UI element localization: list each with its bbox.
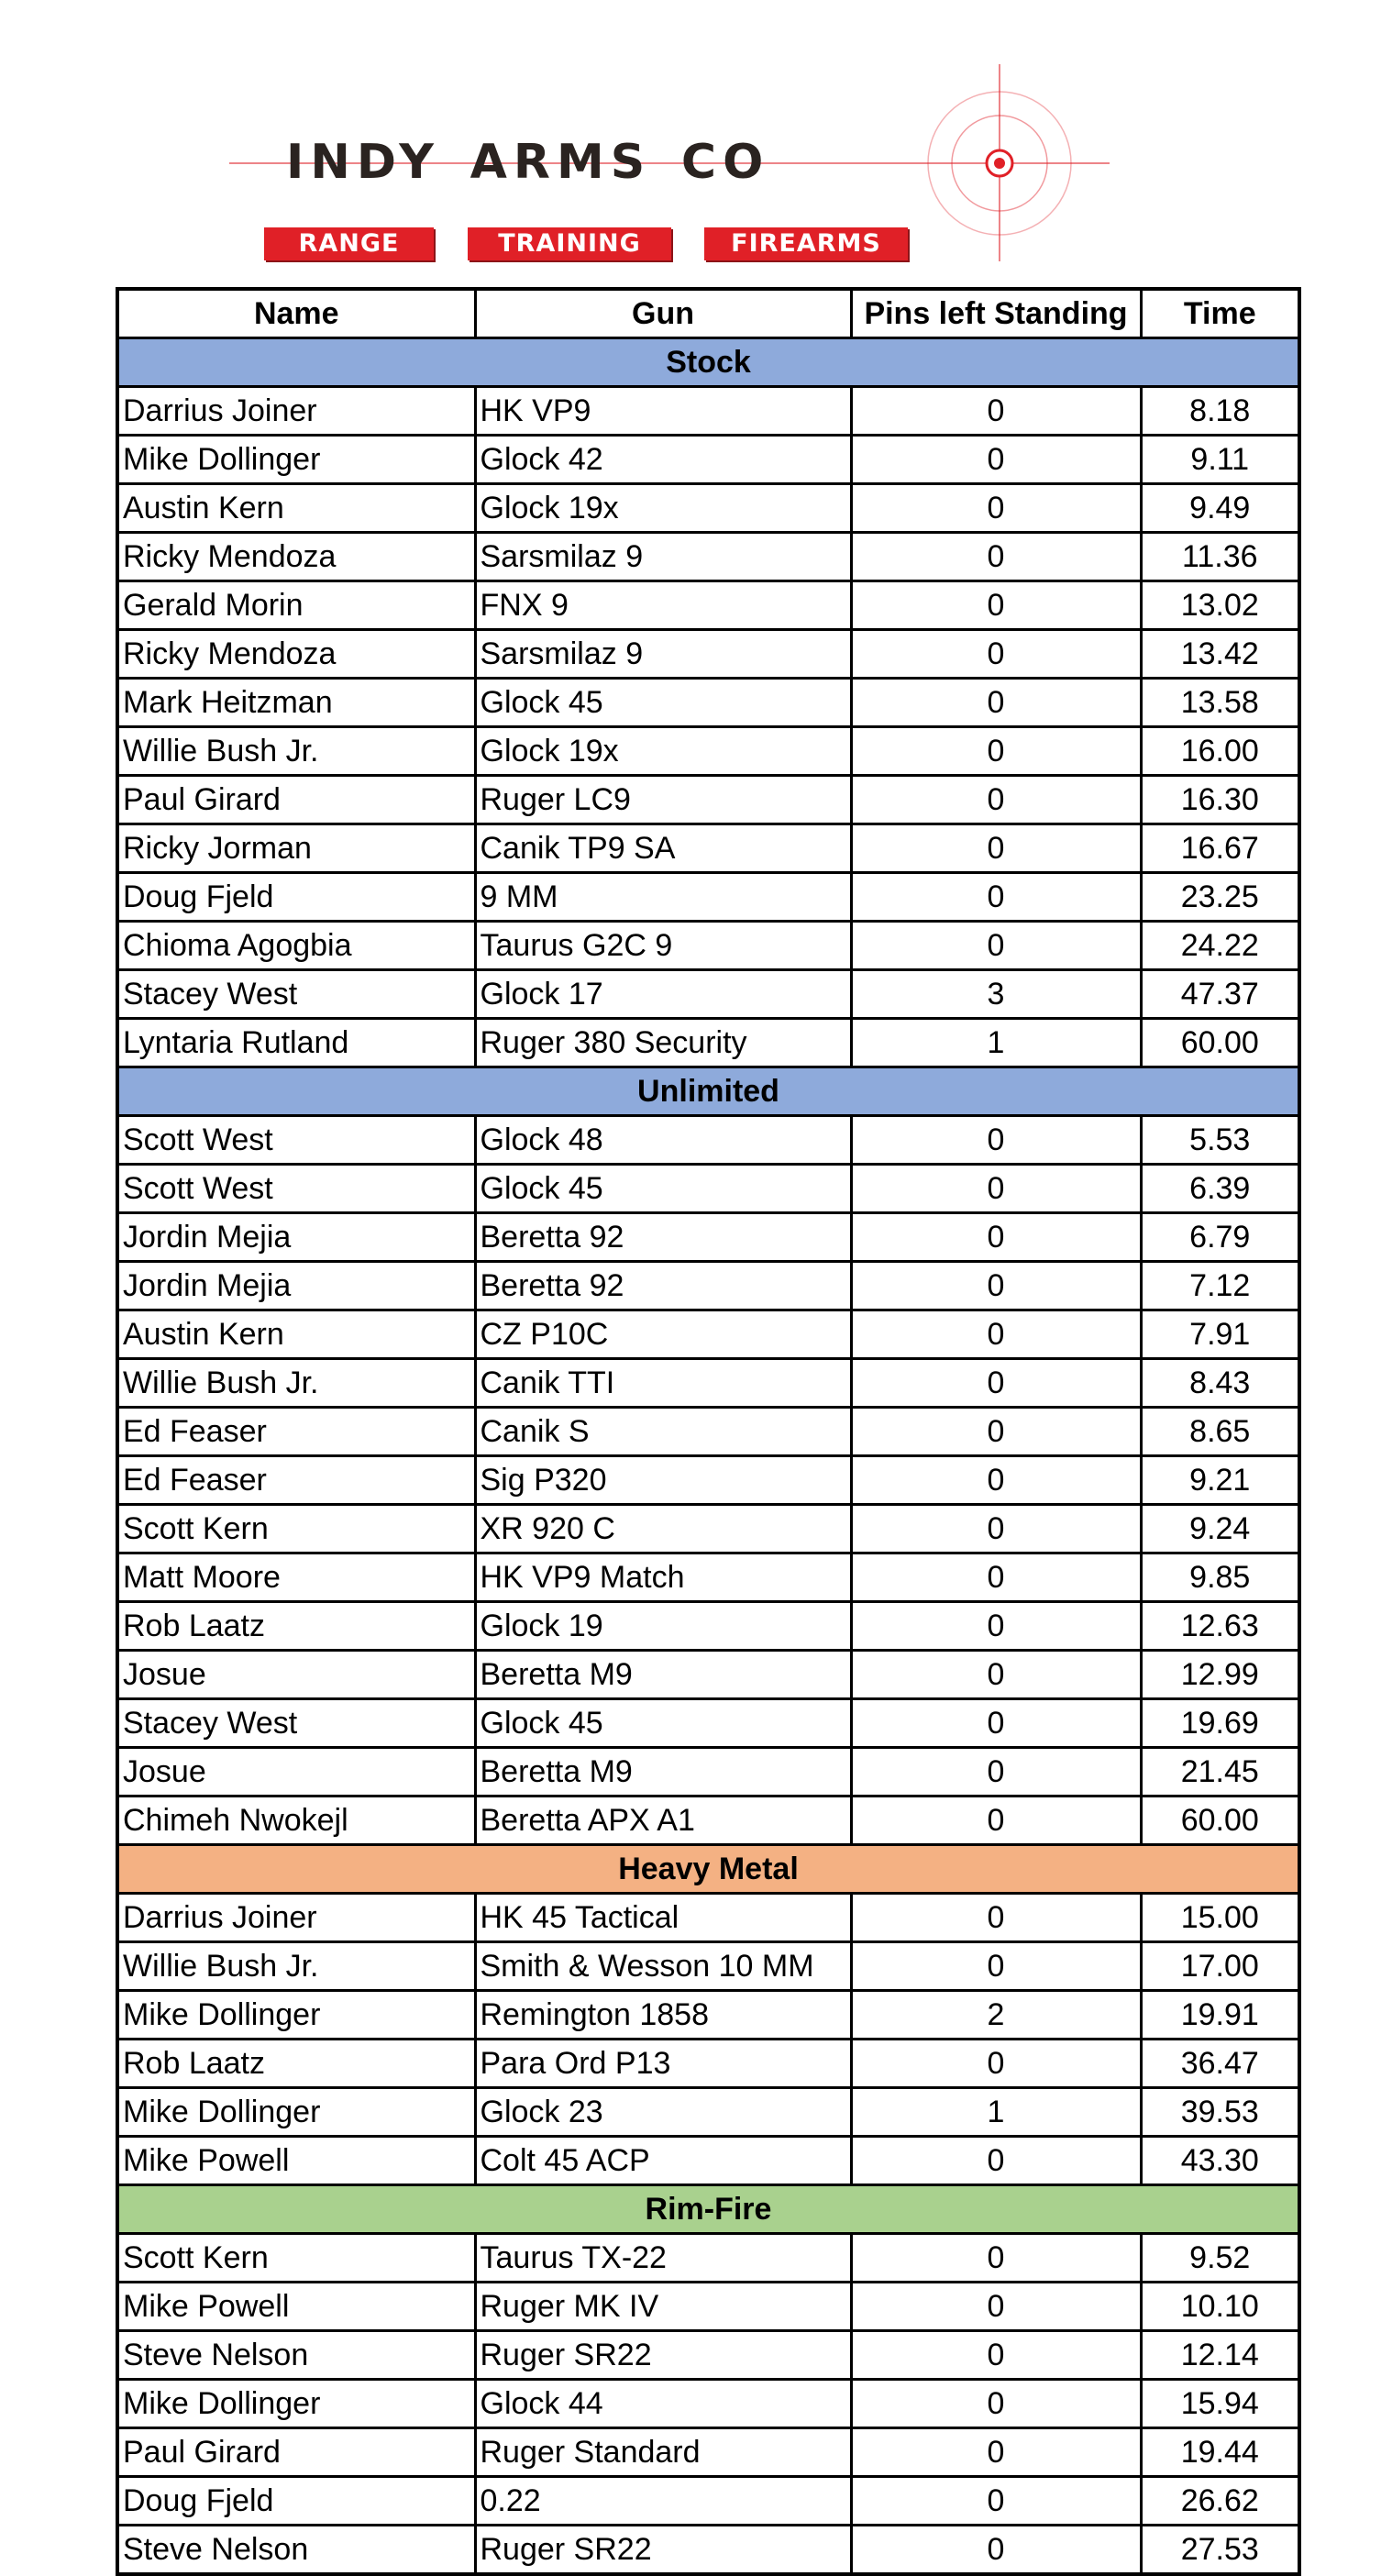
table-row xyxy=(117,2234,1299,2283)
gun-cell: Glock 44 xyxy=(475,2380,851,2428)
time-cell: 60.00 xyxy=(1141,1019,1299,1067)
pins-cell: 0 xyxy=(851,1505,1141,1553)
table-row xyxy=(117,1894,1299,1942)
gun-cell: Glock 42 xyxy=(475,436,851,484)
name-cell: Scott West xyxy=(117,1165,475,1213)
table-row xyxy=(117,436,1299,484)
gun-cell: Beretta APX A1 xyxy=(475,1797,851,1845)
name-cell: Willie Bush Jr. xyxy=(117,1942,475,1991)
pins-cell: 0 xyxy=(851,1553,1141,1602)
name-cell: Steve Nelson xyxy=(117,2331,475,2380)
time-cell: 43.30 xyxy=(1141,2137,1299,2185)
name-cell: Willie Bush Jr. xyxy=(117,727,475,776)
time-cell: 9.21 xyxy=(1141,1456,1299,1505)
time-cell: 5.53 xyxy=(1141,1116,1299,1165)
table-row xyxy=(117,727,1299,776)
section-title: Rim-Fire xyxy=(117,2185,1299,2234)
time-cell: 39.53 xyxy=(1141,2088,1299,2137)
column-header-gun: Gun xyxy=(475,289,851,338)
section-title: Unlimited xyxy=(117,1067,1299,1116)
name-cell: Mike Dollinger xyxy=(117,1991,475,2040)
name-cell: Chioma Agogbia xyxy=(117,922,475,970)
logo-tag-range: RANGE xyxy=(264,227,434,260)
time-cell: 15.00 xyxy=(1141,1894,1299,1942)
pins-cell: 0 xyxy=(851,484,1141,533)
pins-cell: 0 xyxy=(851,922,1141,970)
name-cell: Darrius Joiner xyxy=(117,1894,475,1942)
gun-cell: Canik TTI xyxy=(475,1359,851,1408)
pins-cell: 0 xyxy=(851,2283,1141,2331)
pins-cell: 1 xyxy=(851,1019,1141,1067)
time-cell: 8.18 xyxy=(1141,387,1299,436)
time-cell: 13.02 xyxy=(1141,581,1299,630)
gun-cell: Ruger SR22 xyxy=(475,2526,851,2575)
table-row xyxy=(117,922,1299,970)
name-cell: Mark Heitzman xyxy=(117,679,475,727)
pins-cell: 0 xyxy=(851,2137,1141,2185)
pins-cell: 0 xyxy=(851,1310,1141,1359)
name-cell: Paul Girard xyxy=(117,2428,475,2477)
gun-cell: Canik TP9 SA xyxy=(475,824,851,873)
table-header-row xyxy=(117,289,1299,338)
gun-cell: Canik S xyxy=(475,1408,851,1456)
gun-cell: Smith & Wesson 10 MM xyxy=(475,1942,851,1991)
pins-cell: 0 xyxy=(851,533,1141,581)
table-row xyxy=(117,824,1299,873)
table-row xyxy=(117,581,1299,630)
name-cell: Austin Kern xyxy=(117,1310,475,1359)
gun-cell: Taurus G2C 9 xyxy=(475,922,851,970)
table-row xyxy=(117,2040,1299,2088)
gun-cell: Glock 48 xyxy=(475,1116,851,1165)
time-cell: 8.65 xyxy=(1141,1408,1299,1456)
pins-cell: 0 xyxy=(851,1456,1141,1505)
gun-cell: Glock 19x xyxy=(475,727,851,776)
pins-cell: 0 xyxy=(851,1942,1141,1991)
section-title: Stock xyxy=(117,338,1299,387)
column-header-pins: Pins left Standing xyxy=(851,289,1141,338)
pins-cell: 0 xyxy=(851,581,1141,630)
time-cell: 16.30 xyxy=(1141,776,1299,824)
pins-cell: 0 xyxy=(851,1262,1141,1310)
logo-tag-training: TRAINING xyxy=(468,227,671,260)
section-header-row xyxy=(117,1845,1299,1894)
pins-cell: 0 xyxy=(851,2477,1141,2526)
time-cell: 26.62 xyxy=(1141,2477,1299,2526)
time-cell: 8.43 xyxy=(1141,1359,1299,1408)
table-row xyxy=(117,1602,1299,1651)
table-row xyxy=(117,1456,1299,1505)
results-table xyxy=(116,287,1301,2576)
name-cell: Mike Dollinger xyxy=(117,436,475,484)
name-cell: Rob Laatz xyxy=(117,1602,475,1651)
name-cell: Austin Kern xyxy=(117,484,475,533)
gun-cell: CZ P10C xyxy=(475,1310,851,1359)
time-cell: 24.22 xyxy=(1141,922,1299,970)
time-cell: 27.53 xyxy=(1141,2526,1299,2575)
table-row xyxy=(117,970,1299,1019)
pins-cell: 0 xyxy=(851,873,1141,922)
pins-cell: 1 xyxy=(851,2088,1141,2137)
time-cell: 9.11 xyxy=(1141,436,1299,484)
time-cell: 16.67 xyxy=(1141,824,1299,873)
name-cell: Ricky Jorman xyxy=(117,824,475,873)
name-cell: Chimeh Nwokejl xyxy=(117,1797,475,1845)
time-cell: 60.00 xyxy=(1141,1797,1299,1845)
pins-cell: 0 xyxy=(851,776,1141,824)
pins-cell: 0 xyxy=(851,824,1141,873)
name-cell: Josue xyxy=(117,1651,475,1699)
name-cell: Doug Fjeld xyxy=(117,873,475,922)
table-row xyxy=(117,1019,1299,1067)
time-cell: 36.47 xyxy=(1141,2040,1299,2088)
name-cell: Josue xyxy=(117,1748,475,1797)
gun-cell: Remington 1858 xyxy=(475,1991,851,2040)
section-header-row xyxy=(117,338,1299,387)
column-header-name: Name xyxy=(117,289,475,338)
gun-cell: Colt 45 ACP xyxy=(475,2137,851,2185)
pins-cell: 0 xyxy=(851,1602,1141,1651)
name-cell: Lyntaria Rutland xyxy=(117,1019,475,1067)
table-row xyxy=(117,1310,1299,1359)
name-cell: Scott West xyxy=(117,1116,475,1165)
table-row xyxy=(117,2477,1299,2526)
pins-cell: 2 xyxy=(851,1991,1141,2040)
gun-cell: Glock 45 xyxy=(475,679,851,727)
table-row xyxy=(117,1408,1299,1456)
gun-cell: XR 920 C xyxy=(475,1505,851,1553)
gun-cell: Ruger MK IV xyxy=(475,2283,851,2331)
time-cell: 12.99 xyxy=(1141,1651,1299,1699)
pins-cell: 0 xyxy=(851,2040,1141,2088)
gun-cell: Glock 17 xyxy=(475,970,851,1019)
pins-cell: 0 xyxy=(851,1748,1141,1797)
table-row xyxy=(117,1942,1299,1991)
pins-cell: 0 xyxy=(851,727,1141,776)
gun-cell: Ruger LC9 xyxy=(475,776,851,824)
pins-cell: 0 xyxy=(851,1165,1141,1213)
time-cell: 13.42 xyxy=(1141,630,1299,679)
time-cell: 7.12 xyxy=(1141,1262,1299,1310)
time-cell: 6.39 xyxy=(1141,1165,1299,1213)
name-cell: Doug Fjeld xyxy=(117,2477,475,2526)
table-row xyxy=(117,387,1299,436)
table-row xyxy=(117,1116,1299,1165)
name-cell: Ed Feaser xyxy=(117,1408,475,1456)
gun-cell: Para Ord P13 xyxy=(475,2040,851,2088)
gun-cell: Taurus TX-22 xyxy=(475,2234,851,2283)
time-cell: 47.37 xyxy=(1141,970,1299,1019)
gun-cell: HK VP9 Match xyxy=(475,1553,851,1602)
pins-cell: 0 xyxy=(851,1213,1141,1262)
time-cell: 17.00 xyxy=(1141,1942,1299,1991)
table-row xyxy=(117,2088,1299,2137)
time-cell: 21.45 xyxy=(1141,1748,1299,1797)
table-row xyxy=(117,1699,1299,1748)
table-row xyxy=(117,1651,1299,1699)
section-header-row xyxy=(117,2185,1299,2234)
logo-wordmark: indy arms co xyxy=(286,116,770,194)
table-row xyxy=(117,776,1299,824)
table-row xyxy=(117,1991,1299,2040)
name-cell: Rob Laatz xyxy=(117,2040,475,2088)
time-cell: 9.49 xyxy=(1141,484,1299,533)
gun-cell: Sig P320 xyxy=(475,1456,851,1505)
pins-cell: 0 xyxy=(851,679,1141,727)
pins-cell: 3 xyxy=(851,970,1141,1019)
table-row xyxy=(117,1748,1299,1797)
pins-cell: 0 xyxy=(851,387,1141,436)
table-row xyxy=(117,1797,1299,1845)
table-row xyxy=(117,2428,1299,2477)
table-row xyxy=(117,2331,1299,2380)
table-row xyxy=(117,2283,1299,2331)
table-row xyxy=(117,2137,1299,2185)
name-cell: Scott Kern xyxy=(117,1505,475,1553)
pins-cell: 0 xyxy=(851,436,1141,484)
table-row xyxy=(117,2526,1299,2575)
time-cell: 10.10 xyxy=(1141,2283,1299,2331)
table-row xyxy=(117,1165,1299,1213)
pins-cell: 0 xyxy=(851,2428,1141,2477)
name-cell: Mike Dollinger xyxy=(117,2088,475,2137)
gun-cell: HK 45 Tactical xyxy=(475,1894,851,1942)
section-title: Heavy Metal xyxy=(117,1845,1299,1894)
table-row xyxy=(117,2380,1299,2428)
time-cell: 19.69 xyxy=(1141,1699,1299,1748)
time-cell: 19.44 xyxy=(1141,2428,1299,2477)
name-cell: Mike Dollinger xyxy=(117,2380,475,2428)
gun-cell: Beretta 92 xyxy=(475,1262,851,1310)
table-row xyxy=(117,1213,1299,1262)
time-cell: 9.24 xyxy=(1141,1505,1299,1553)
table-row xyxy=(117,484,1299,533)
name-cell: Steve Nelson xyxy=(117,2526,475,2575)
gun-cell: Glock 45 xyxy=(475,1699,851,1748)
name-cell: Scott Kern xyxy=(117,2234,475,2283)
gun-cell: Ruger Standard xyxy=(475,2428,851,2477)
table-row xyxy=(117,873,1299,922)
gun-cell: Glock 19x xyxy=(475,484,851,533)
gun-cell: Ruger SR22 xyxy=(475,2331,851,2380)
time-cell: 19.91 xyxy=(1141,1991,1299,2040)
table-row xyxy=(117,1359,1299,1408)
pins-cell: 0 xyxy=(851,1651,1141,1699)
pins-cell: 0 xyxy=(851,1894,1141,1942)
table-row xyxy=(117,1505,1299,1553)
column-header-time: Time xyxy=(1141,289,1299,338)
time-cell: 9.52 xyxy=(1141,2234,1299,2283)
gun-cell: Glock 23 xyxy=(475,2088,851,2137)
name-cell: Paul Girard xyxy=(117,776,475,824)
time-cell: 16.00 xyxy=(1141,727,1299,776)
name-cell: Willie Bush Jr. xyxy=(117,1359,475,1408)
gun-cell: Sarsmilaz 9 xyxy=(475,630,851,679)
name-cell: Gerald Morin xyxy=(117,581,475,630)
section-header-row xyxy=(117,1067,1299,1116)
pins-cell: 0 xyxy=(851,2526,1141,2575)
indy-arms-logo xyxy=(229,64,1119,275)
pins-cell: 0 xyxy=(851,630,1141,679)
pins-cell: 0 xyxy=(851,2380,1141,2428)
time-cell: 13.58 xyxy=(1141,679,1299,727)
gun-cell: Glock 19 xyxy=(475,1602,851,1651)
name-cell: Jordin Mejia xyxy=(117,1262,475,1310)
pins-cell: 0 xyxy=(851,1408,1141,1456)
gun-cell: 0.22 xyxy=(475,2477,851,2526)
name-cell: Stacey West xyxy=(117,1699,475,1748)
time-cell: 15.94 xyxy=(1141,2380,1299,2428)
pins-cell: 0 xyxy=(851,1359,1141,1408)
pins-cell: 0 xyxy=(851,2234,1141,2283)
time-cell: 12.63 xyxy=(1141,1602,1299,1651)
gun-cell: FNX 9 xyxy=(475,581,851,630)
gun-cell: Beretta M9 xyxy=(475,1748,851,1797)
logo-tag-firearms: FIREARMS xyxy=(704,227,908,260)
results-body xyxy=(117,338,1299,2575)
time-cell: 9.85 xyxy=(1141,1553,1299,1602)
time-cell: 23.25 xyxy=(1141,873,1299,922)
gun-cell: HK VP9 xyxy=(475,387,851,436)
table-row xyxy=(117,1262,1299,1310)
gun-cell: Beretta M9 xyxy=(475,1651,851,1699)
gun-cell: 9 MM xyxy=(475,873,851,922)
gun-cell: Beretta 92 xyxy=(475,1213,851,1262)
name-cell: Ed Feaser xyxy=(117,1456,475,1505)
pins-cell: 0 xyxy=(851,2331,1141,2380)
name-cell: Stacey West xyxy=(117,970,475,1019)
name-cell: Jordin Mejia xyxy=(117,1213,475,1262)
name-cell: Mike Powell xyxy=(117,2137,475,2185)
gun-cell: Ruger 380 Security xyxy=(475,1019,851,1067)
time-cell: 7.91 xyxy=(1141,1310,1299,1359)
pins-cell: 0 xyxy=(851,1116,1141,1165)
time-cell: 6.79 xyxy=(1141,1213,1299,1262)
time-cell: 12.14 xyxy=(1141,2331,1299,2380)
gun-cell: Sarsmilaz 9 xyxy=(475,533,851,581)
pins-cell: 0 xyxy=(851,1699,1141,1748)
time-cell: 11.36 xyxy=(1141,533,1299,581)
name-cell: Ricky Mendoza xyxy=(117,533,475,581)
table-row xyxy=(117,679,1299,727)
name-cell: Mike Powell xyxy=(117,2283,475,2331)
gun-cell: Glock 45 xyxy=(475,1165,851,1213)
name-cell: Darrius Joiner xyxy=(117,387,475,436)
table-row xyxy=(117,533,1299,581)
table-row xyxy=(117,630,1299,679)
pins-cell: 0 xyxy=(851,1797,1141,1845)
name-cell: Matt Moore xyxy=(117,1553,475,1602)
name-cell: Ricky Mendoza xyxy=(117,630,475,679)
table-row xyxy=(117,1553,1299,1602)
